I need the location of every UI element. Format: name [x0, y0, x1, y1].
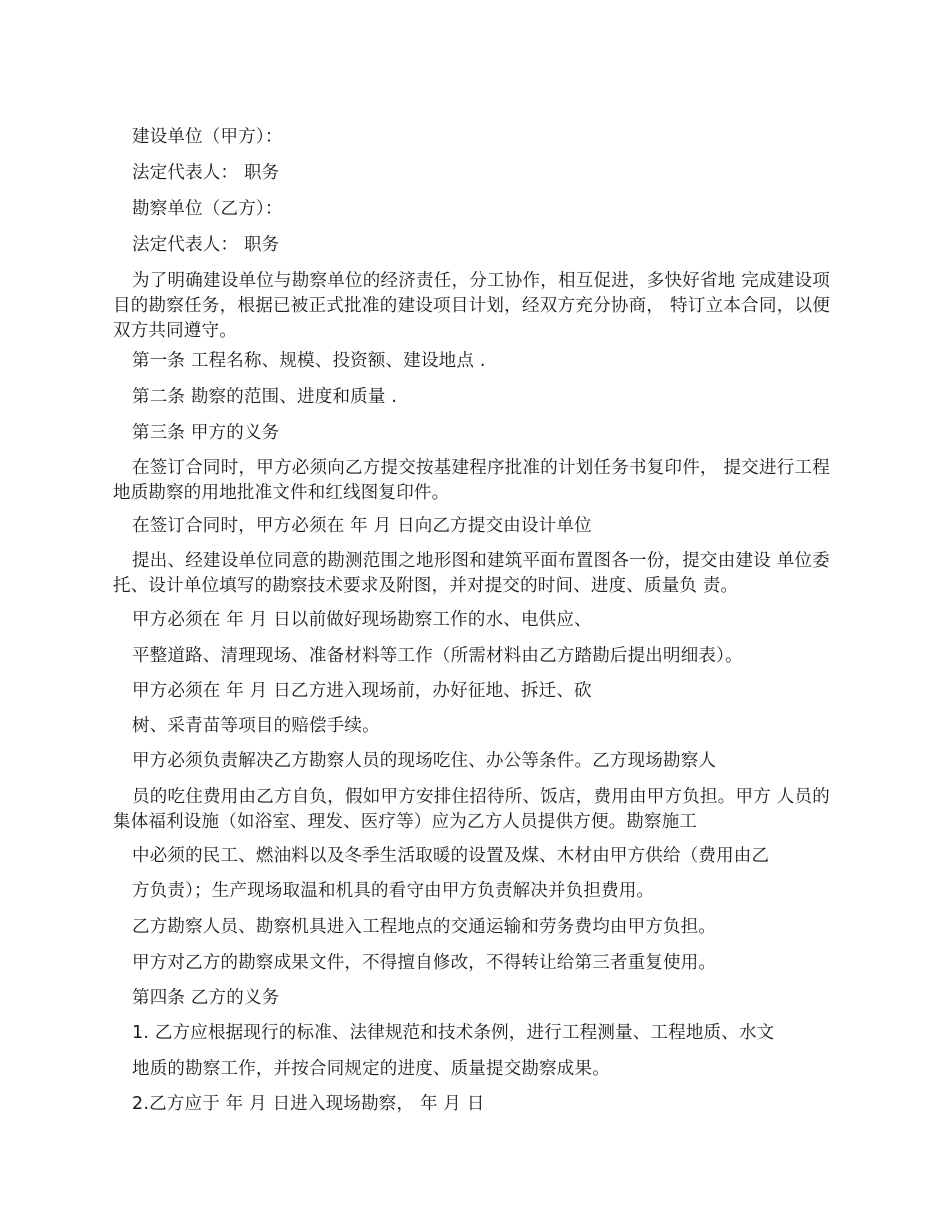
party-a-label: 建设单位（甲方）： — [132, 127, 283, 147]
article-3-paragraph: 在签订合同时，甲方必须向乙方提交按基建程序批准的计划任务书复印件， 提交进行工程地质勘察的用地批准文件和红线图复印件。 — [113, 458, 830, 503]
article-4-heading: 第四条 乙方的义务 — [132, 988, 280, 1008]
article-3-line: 乙方勘察人员、勘察机具进入工程地点的交通运输和劳务费均由甲方负担。 — [132, 917, 717, 937]
article-3-line: 甲方必须负责解决乙方勘察人员的现场吃住、办公等条件。乙方现场勘察人 — [132, 751, 717, 771]
article-3-line: 甲方对乙方的勘察成果文件，不得擅自修改，不得转让给第三者重复使用。 — [132, 953, 717, 973]
article-4-line: 2.乙方应于 年 月 日进入现场勘察， 年 月 日 — [132, 1094, 485, 1114]
article-4-line: 1. 乙方应根据现行的标准、法律规范和技术条例，进行工程测量、工程地质、水文 — [132, 1023, 775, 1043]
article-1-heading: 第一条 工程名称、规模、投资额、建设地点 . — [132, 351, 486, 371]
article-3-line: 中必须的民工、燃油料以及冬季生活取暖的设置及煤、木材由甲方供给（费用由乙 — [132, 846, 770, 866]
article-3-heading: 第三条 甲方的义务 — [132, 423, 280, 443]
article-3-paragraph: 提出、经建设单位同意的勘测范围之地形图和建筑平面布置图各一份，提交由建设 单位委托、设计单位填写的勘察技术要求及附图，并对提交的时间、进度、质量负 责。 — [113, 551, 830, 596]
party-b-representative-line: 法定代表人： 职务 — [132, 235, 280, 255]
article-2-heading: 第二条 勘察的范围、进度和质量 . — [132, 387, 398, 407]
article-3-line: 平整道路、清理现场、准备材料等工作（所需材料由乙方踏勘后提出明细表）。 — [132, 646, 743, 666]
article-4-line: 地质的勘察工作，并按合同规定的进度、质量提交勘察成果。 — [132, 1059, 610, 1079]
preamble-paragraph: 为了明确建设单位与勘察单位的经济责任，分工协作，相互促进，多快好省地 完成建设项目的勘察任务，根据已被正式批准的建设项目计划，经双方充分协商， 特订立本合同，以便双方共同遵守。 — [113, 271, 830, 341]
article-3-line: 甲方必须在 年 月 日以前做好现场勘察工作的水、电供应、 — [132, 610, 592, 630]
party-b-label: 勘察单位（乙方）： — [132, 199, 283, 219]
party-a-representative-line: 法定代表人： 职务 — [132, 163, 280, 183]
article-3-paragraph: 员的吃住费用由乙方自负，假如甲方安排住招待所、饭店，费用由甲方负担。甲方 人员的集体福利设施（如浴室、理发、医疗等）应为乙方人员提供方便。勘察施工 — [113, 787, 830, 832]
article-3-line: 甲方必须在 年 月 日乙方进入现场前，办好征地、拆迁、砍 — [132, 681, 592, 701]
article-3-line: 树、采青苗等项目的赔偿手续。 — [132, 716, 380, 736]
article-3-line: 方负责）；生产现场取温和机具的看守由甲方负责解决并负担费用。 — [132, 881, 655, 901]
article-3-line: 在签订合同时，甲方必须在 年 月 日向乙方提交由设计单位 — [132, 516, 592, 536]
